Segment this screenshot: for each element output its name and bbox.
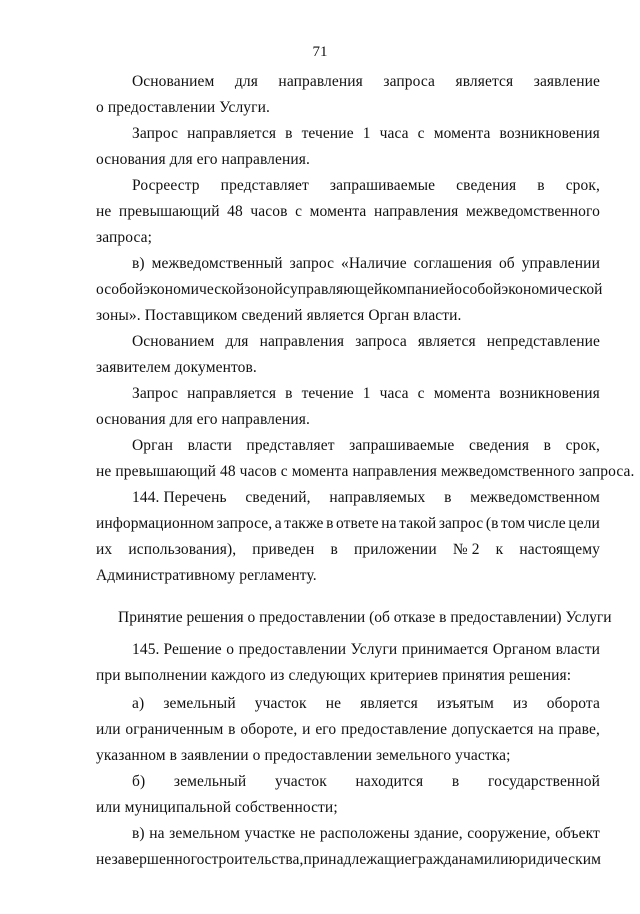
line-text: указанном в заявлении о предоставлении земельного участка; [96, 747, 511, 764]
word: непредставление [486, 333, 600, 350]
word: к [495, 541, 504, 558]
text-line [132, 254, 600, 274]
word: Основанием [132, 333, 215, 350]
word: является [417, 333, 476, 350]
word: его [315, 721, 337, 738]
line-text: основания для его направления. [96, 411, 310, 428]
word: в [285, 385, 293, 402]
word: не [299, 825, 316, 842]
word: Органом [492, 641, 552, 658]
word: является [360, 695, 418, 712]
word: (в [485, 515, 499, 532]
word: 1 [362, 385, 371, 402]
text-line [96, 514, 600, 534]
section-heading [118, 608, 612, 628]
line-text: Принятие решения о предоставлении (об отказе в предоставлении) Услуги [118, 609, 612, 626]
text-line [96, 566, 317, 586]
word: направляется [187, 125, 277, 142]
word: ответе [336, 515, 379, 532]
word: такой [399, 515, 437, 532]
text-line [132, 824, 600, 844]
word: межведомственном [470, 489, 600, 506]
word: часов [250, 203, 288, 220]
word: направления [278, 73, 363, 90]
word: земельный [163, 695, 236, 712]
word: запрашиваемые [349, 437, 455, 454]
word: сооружение, [467, 825, 551, 842]
text-line [132, 694, 600, 714]
word: в [285, 125, 293, 142]
line-text: заявителем документов. [96, 359, 257, 376]
word: соглашения [413, 255, 493, 272]
word: сведений, [245, 489, 311, 506]
word: в [326, 515, 334, 532]
word: 144. Перечень [132, 489, 227, 506]
word: Запрос [132, 385, 179, 402]
word: о [226, 641, 235, 658]
word: гражданам [411, 851, 484, 868]
text-line [96, 540, 600, 560]
word: числе [527, 515, 566, 532]
word: предоставлении [238, 641, 347, 658]
word: власти [555, 641, 600, 658]
word: настоящему [519, 541, 600, 558]
word: запрос [438, 515, 484, 532]
word: особой [96, 281, 144, 298]
text-line [96, 746, 511, 766]
word: Росреестр [132, 177, 200, 194]
word: с [295, 203, 303, 220]
word: на [381, 515, 397, 532]
word: для [225, 333, 249, 350]
word: запросе, [216, 515, 273, 532]
word: ограниченным [125, 721, 224, 738]
word: часа [379, 125, 409, 142]
text-line [96, 462, 634, 482]
text-line [132, 772, 600, 792]
word: участок [254, 695, 307, 712]
text-line [132, 384, 600, 404]
word: момента [309, 203, 367, 220]
word: использования), [128, 541, 237, 558]
word: превышающий [118, 203, 220, 220]
text-line [132, 436, 600, 456]
word: срок, [565, 177, 600, 194]
page-number: 71 [312, 44, 328, 60]
text-line [96, 798, 338, 818]
word: момента [433, 125, 491, 142]
line-text: при выполнении каждого из следующих критериев принятия решения: [96, 667, 572, 684]
word: на [149, 825, 165, 842]
word: № 2 [452, 541, 480, 558]
line-text: о предоставлении Услуги. [96, 99, 270, 116]
word: в [330, 541, 338, 558]
text-line [96, 150, 310, 170]
word: строительства, [204, 851, 304, 868]
text-line [132, 488, 600, 508]
text-line [96, 358, 257, 378]
word: расположены [319, 825, 410, 842]
line-text: Административному регламенту. [96, 567, 317, 584]
word: направляется [187, 385, 277, 402]
word: 145. Решение [132, 641, 222, 658]
line-text: основания для его направления. [96, 151, 310, 168]
word: межведомственного [465, 203, 600, 220]
word: обороте, [240, 721, 298, 738]
word: или [96, 721, 121, 738]
word: межведомственный [151, 255, 283, 272]
word: часа [379, 385, 409, 402]
word: в) [132, 255, 145, 272]
word: для [234, 73, 258, 90]
word: в [543, 437, 552, 454]
word: или [483, 851, 509, 868]
line-text: запроса; [96, 229, 153, 246]
word: незавершенного [96, 851, 205, 868]
text-line [132, 72, 600, 92]
word: принимается [401, 641, 489, 658]
word: их [96, 541, 113, 558]
word: на [538, 721, 554, 738]
word: в [451, 773, 460, 790]
word: не [96, 203, 112, 220]
word: в [444, 489, 452, 506]
word: запроса [383, 73, 435, 90]
word: запрос [289, 255, 335, 272]
word: запрашиваемые [329, 177, 436, 194]
word: представляет [246, 437, 335, 454]
word: в) [132, 825, 145, 842]
word: государственной [488, 773, 600, 790]
line-text: зоны». Поставщиком сведений является Орган власти. [96, 307, 462, 324]
word: течение [301, 385, 354, 402]
word: информационном [96, 515, 215, 532]
word: в [228, 721, 236, 738]
word: является [455, 73, 514, 90]
word: сведения [468, 437, 530, 454]
word: Орган [132, 437, 173, 454]
word: том [501, 515, 526, 532]
word: с [282, 281, 290, 298]
word: с [417, 385, 425, 402]
text-line [96, 98, 270, 118]
word: экономической [501, 281, 603, 298]
word: а [274, 515, 282, 532]
word: управляющей [289, 281, 383, 298]
word: особой [454, 281, 502, 298]
word: течение [301, 125, 354, 142]
word: возникновения [499, 125, 600, 142]
word: 48 [227, 203, 243, 220]
text-line [132, 332, 600, 352]
word: объект [555, 825, 600, 842]
word: земельный [173, 773, 247, 790]
word: юридическим [508, 851, 602, 868]
word: сведения [456, 177, 517, 194]
word: оборота [546, 695, 600, 712]
word: экономической [143, 281, 245, 298]
word: «Наличие [341, 255, 407, 272]
text-line [132, 640, 600, 660]
word: представляет [220, 177, 309, 194]
text-line [96, 306, 462, 326]
line-text: не превышающий 48 часов с момента направления межведомственного запроса. [96, 463, 635, 480]
word: Основанием [132, 73, 215, 90]
word: изъятым [436, 695, 494, 712]
word: земельном [169, 825, 241, 842]
word: Услуги [350, 641, 398, 658]
word: возникновения [499, 385, 600, 402]
word: управлении [521, 255, 600, 272]
word: момента [433, 385, 491, 402]
word: 1 [362, 125, 371, 142]
word: здание, [414, 825, 463, 842]
word: находится [355, 773, 424, 790]
word: б) [132, 773, 146, 790]
word: направляемых [329, 489, 426, 506]
word: запроса [355, 333, 407, 350]
line-text: или муниципальной собственности; [96, 799, 338, 816]
word: срок, [565, 437, 600, 454]
word: власти [187, 437, 232, 454]
text-line [96, 410, 310, 430]
word: участке [244, 825, 296, 842]
text-line [96, 720, 600, 740]
word: предоставление [340, 721, 448, 738]
word: направления [373, 203, 459, 220]
word: приведен [252, 541, 315, 558]
word: зоной [244, 281, 283, 298]
text-line [96, 202, 600, 222]
text-line [132, 124, 600, 144]
word: участок [275, 773, 327, 790]
word: праве, [558, 721, 600, 738]
text-line [96, 666, 571, 686]
word: из [513, 695, 528, 712]
word: принадлежащие [303, 851, 412, 868]
word: с [417, 125, 425, 142]
text-line [132, 176, 600, 196]
word: в [537, 177, 545, 194]
word: также [284, 515, 324, 532]
word: а) [132, 695, 145, 712]
word: заявление [533, 73, 600, 90]
word: компанией [382, 281, 455, 298]
word: допускается [451, 721, 534, 738]
word: не [325, 695, 342, 712]
word: направления [259, 333, 345, 350]
word: и [302, 721, 311, 738]
word: приложении [354, 541, 437, 558]
word: цели [568, 515, 600, 532]
text-line [96, 280, 603, 300]
word: Запрос [132, 125, 179, 142]
text-line [96, 228, 152, 248]
text-line [96, 850, 600, 870]
word: об [498, 255, 515, 272]
